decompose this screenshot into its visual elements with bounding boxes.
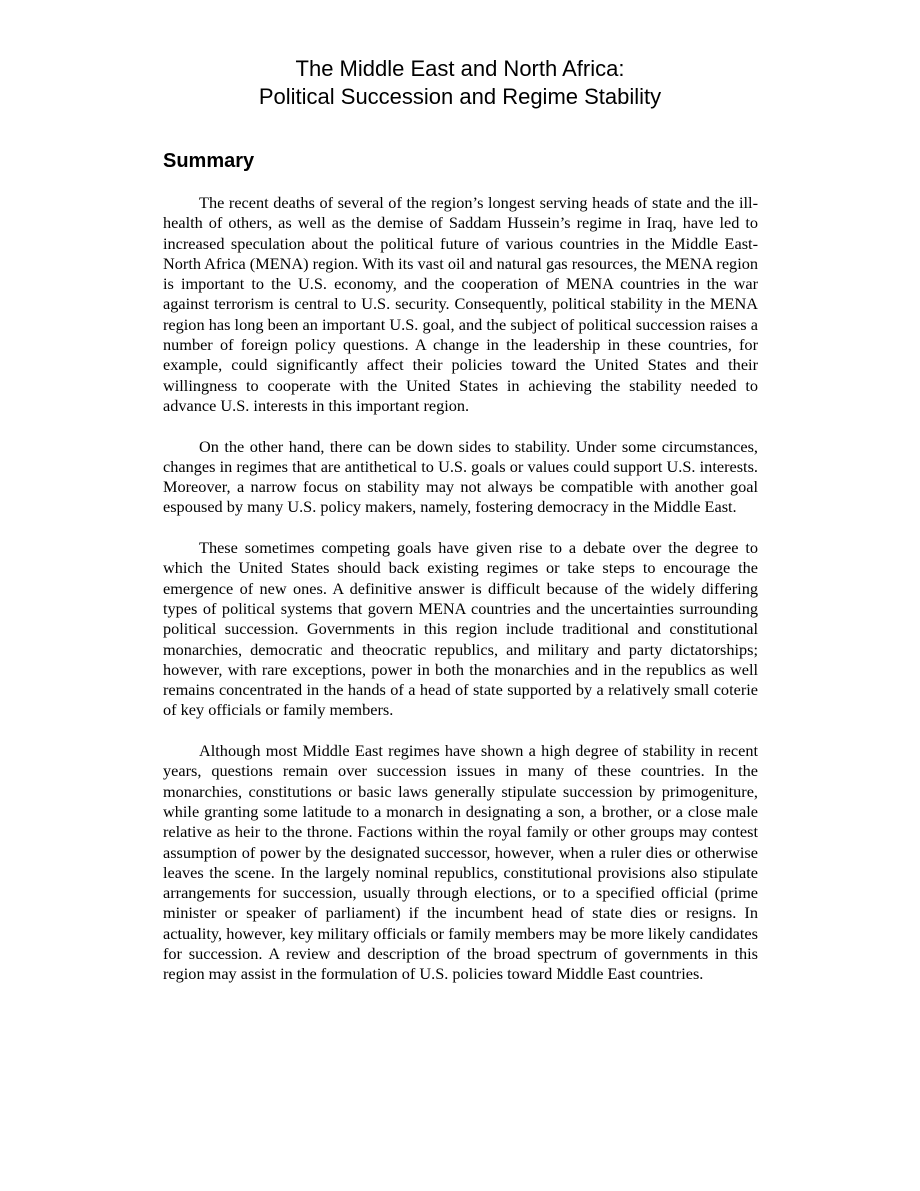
document-title (0, 55, 920, 111)
section-heading-summary: Summary (163, 150, 255, 172)
title-line-1: The Middle East and North Africa: (295, 56, 625, 81)
paragraph-3: These sometimes competing goals have given rise to a debate over the degree to which the United States should back existing regimes or take steps to encourage the emergence of new ones. A definitive answer is difficult because of the widely differing types of political systems that govern MENA countries and the uncertainties surrounding political succession. Governments in this region include traditional and constitutional monarchies, democratic and theocratic republics, and military and party dictatorships; however, with rare exceptions, power in both the monarchies and in the republics as well remains concentrated in the hands of a head of state supported by a relatively small coterie of key officials or family members. (163, 538, 758, 720)
paragraph-2: On the other hand, there can be down sides to stability. Under some circumstances, changes in regimes that are antithetical to U.S. goals or values could support U.S. interests. Moreover, a narrow focus on stability may not always be compatible with another goal espoused by many U.S. policy makers, namely, fostering democracy in the Middle East. (163, 436, 758, 517)
paragraph-1: The recent deaths of several of the region’s longest serving heads of state and the ill-health of others, as well as the demise of Saddam Hussein’s regime in Iraq, have led to increased speculation about the political future of various countries in the Middle East-North Africa (MENA) region. With its vast oil and natural gas resources, the MENA region is important to the U.S. economy, and the cooperation of MENA countries in the war against terrorism is central to U.S. security. Consequently, political stability in the MENA region has long been an important U.S. goal, and the subject of political succession raises a number of foreign policy questions. A change in the leadership in these countries, for example, could significantly affect their policies toward the United States and their willingness to cooperate with the United States in achieving the stability needed to advance U.S. interests in this important region. (163, 193, 758, 415)
title-line-2: Political Succession and Regime Stability (258, 84, 662, 109)
summary-body (163, 193, 758, 1005)
paragraph-4: Although most Middle East regimes have shown a high degree of stability in recent years, questions remain over succession issues in many of these countries. In the monarchies, constitutions or basic laws generally stipulate succession by primogeniture, while granting some latitude to a monarch in designating a son, a brother, or a close male relative as heir to the throne. Factions within the royal family or other groups may contest assumption of power by the designated successor, however, when a ruler dies or otherwise leaves the scene. In the largely nominal republics, constitutional provisions also stipulate arrangements for succession, usually through elections, or to a specified official (prime minister or speaker of parliament) if the incumbent head of state dies or resigns. In actuality, however, key military officials or family members may be more likely candidates for succession. A review and description of the broad spectrum of governments in this region may assist in the formulation of U.S. policies toward Middle East countries. (163, 741, 758, 984)
